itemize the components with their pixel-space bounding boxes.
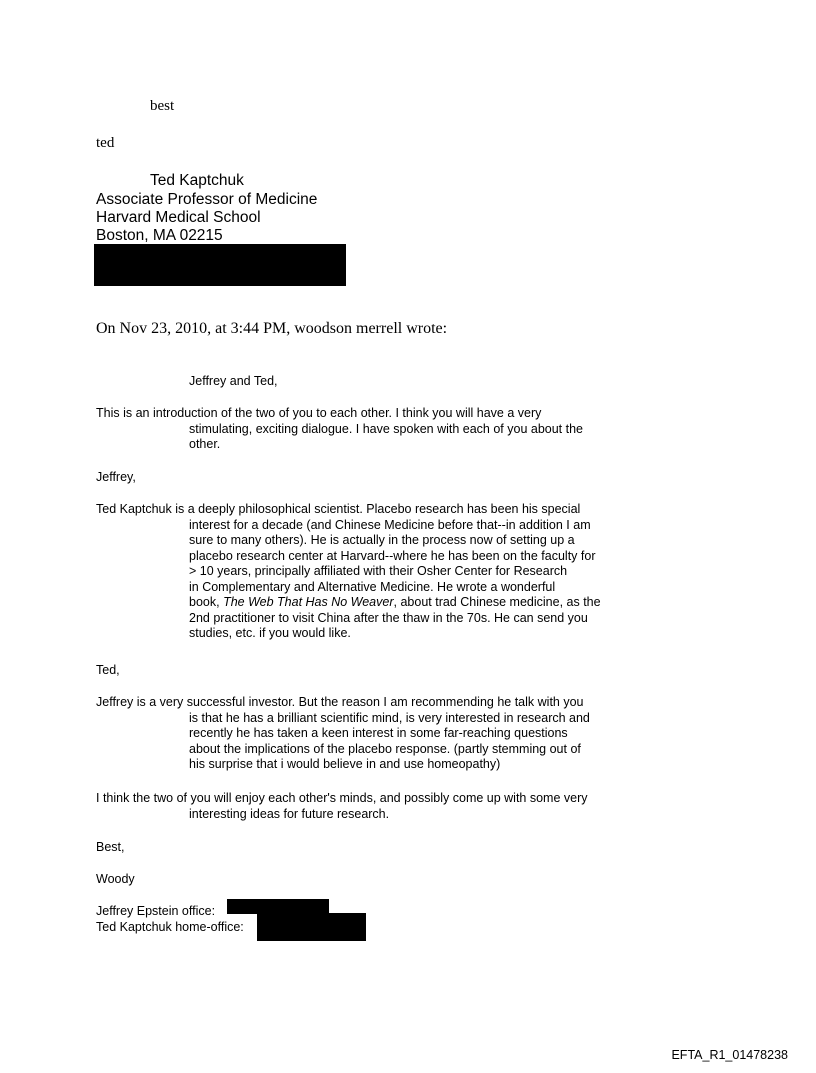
closing-line: interesting ideas for future research. (189, 806, 390, 821)
closing-line: I think the two of you will enjoy each other's minds, and possibly come up with some very (96, 791, 588, 805)
book-prefix: book, (189, 595, 224, 609)
intro-paragraph (96, 406, 656, 453)
salutation-jeffrey: Jeffrey, (96, 470, 136, 484)
jeffrey-line: Jeffrey is a very successful investor. But the reason I am recommending he talk with you (96, 695, 584, 709)
contact-jeffrey: Jeffrey Epstein office: (96, 904, 216, 918)
intro-line: other. (189, 437, 221, 451)
jeffrey-line: recently he has taken a keen interest in some far-reaching questions (189, 726, 568, 740)
closing-paragraph (96, 791, 656, 822)
redaction-block (94, 244, 346, 286)
signature-address: Boston, MA 02215 (96, 227, 223, 244)
jeffrey-line: is that he has a brilliant scientific mind, is very interested in research and (189, 710, 590, 725)
jeffrey-paragraph (96, 695, 656, 773)
ted-line-book (189, 595, 639, 611)
book-title: The Web That Has No Weaver (223, 595, 394, 609)
ted-line: Ted Kaptchuk is a deeply philosophical scientist. Placebo research has been his special (96, 502, 581, 516)
salutation-ted: Ted, (96, 663, 120, 677)
ted-line: > 10 years, principally affiliated with their Osher Center for Research (189, 564, 568, 578)
ted-line: in Complementary and Alternative Medicine. He wrote a wonderful (189, 579, 556, 594)
quote-header: On Nov 23, 2010, at 3:44 PM, woodson merrell wrote: (96, 320, 448, 337)
signature-institution: Harvard Medical School (96, 209, 261, 226)
intro-line: stimulating, exciting dialogue. I have spoken with each of you about the (189, 421, 584, 436)
email-woody: Woody (96, 872, 135, 886)
ted-line: interest for a decade (and Chinese Medicine before that--in addition I am (189, 517, 591, 532)
ted-line: 2nd practitioner to visit China after the thaw in the 70s. He can send you (189, 610, 588, 625)
signoff-name: ted (96, 135, 115, 151)
intro-line: This is an introduction of the two of you to each other. I think you will have a very (96, 406, 542, 420)
email-best: Best, (96, 840, 125, 854)
ted-line: studies, etc. if you would like. (189, 626, 351, 640)
contact-ted: Ted Kaptchuk home-office: (96, 920, 244, 934)
ted-line: placebo research center at Harvard--where he has been on the faculty for (189, 548, 596, 563)
signoff-best: best (150, 98, 175, 114)
jeffrey-line: about the implications of the placebo response. (partly stemming out of (189, 741, 581, 756)
ted-paragraph (96, 502, 656, 642)
footer-document-id: EFTA_R1_01478238 (671, 1048, 788, 1062)
redaction-block (257, 913, 366, 941)
redaction-block (227, 899, 329, 914)
jeffrey-line: his surprise that i would believe in and use homeopathy) (189, 757, 501, 771)
email-greeting: Jeffrey and Ted, (189, 374, 278, 388)
signature-title: Associate Professor of Medicine (96, 191, 318, 208)
signature-name: Ted Kaptchuk (150, 172, 244, 189)
book-suffix: , about trad Chinese medicine, as the (393, 595, 601, 609)
ted-line: sure to many others). He is actually in the process now of setting up a (189, 533, 575, 547)
